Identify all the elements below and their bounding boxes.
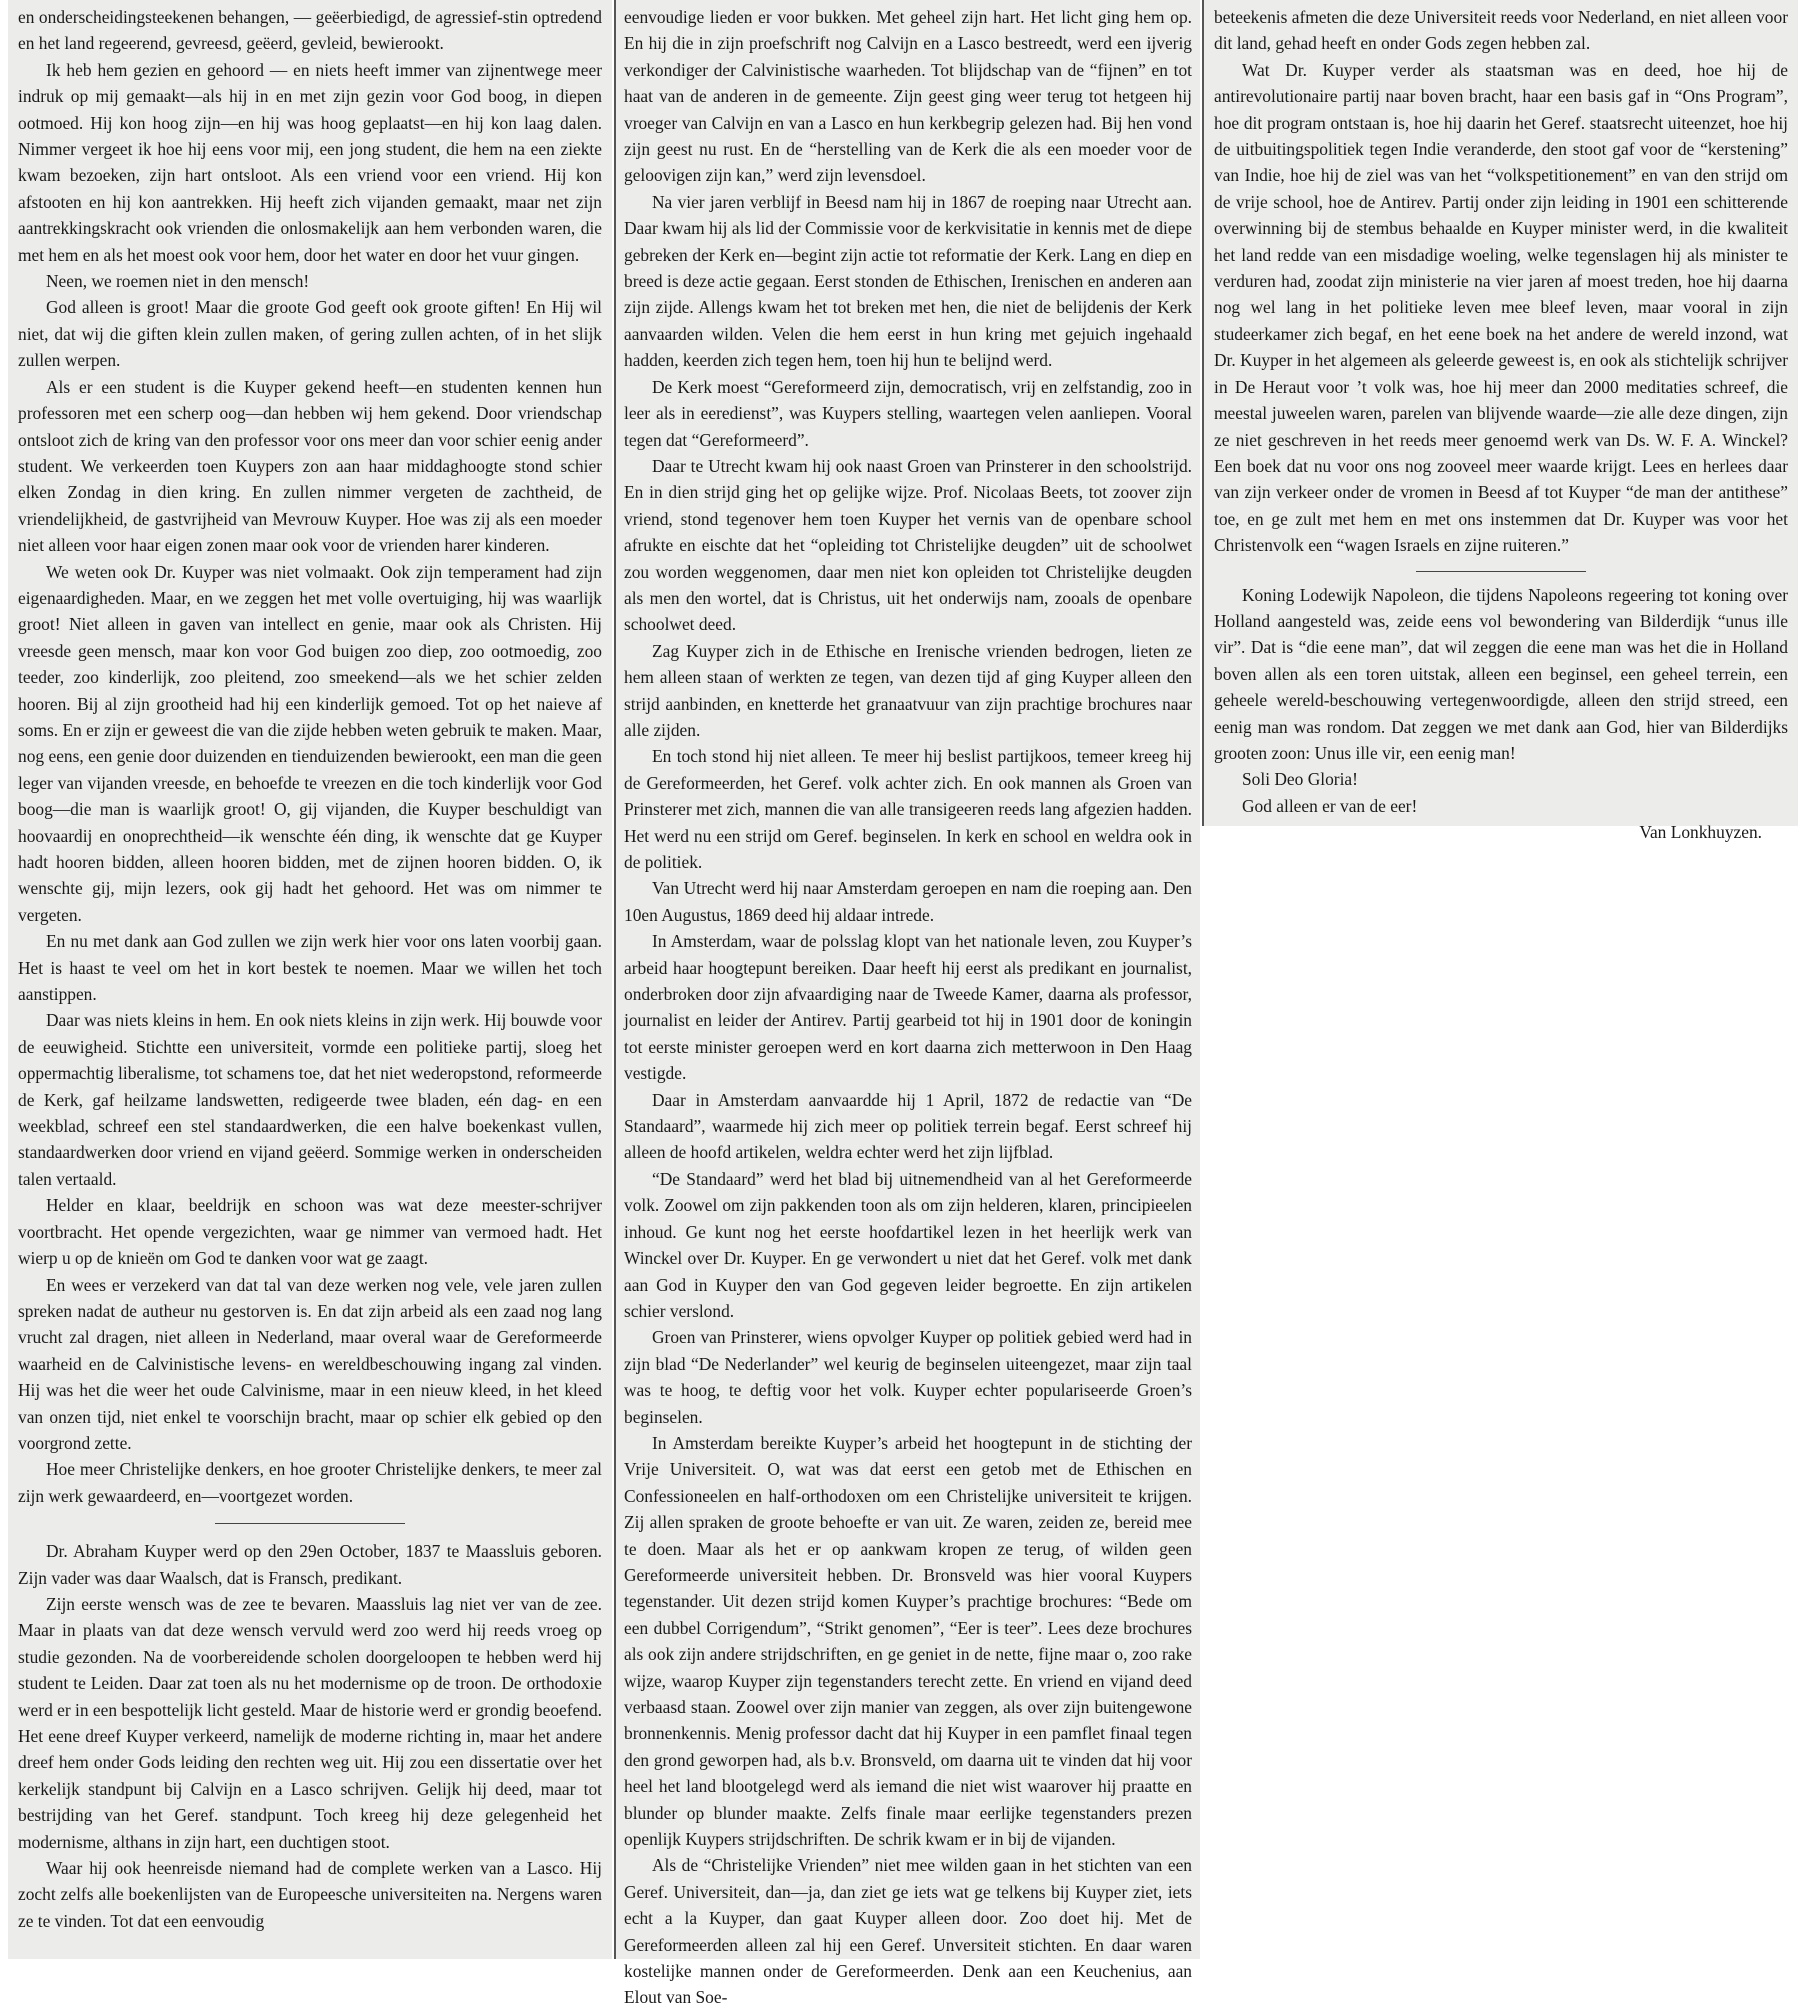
paragraph: Na vier jaren verblijf in Beesd nam hij in 1867 de roeping naar Utrecht aan. Daar kwam hij als lid der Commissie voor de kerkvisitatie in kennis met de diepe gebreken der Kerk en—begint zijn actie tot reformatie der Kerk. Lang en diep en breed is deze actie gegaan. Eerst stonden de Ethischen, Irenischen en anderen aan zijn zijde. Allengs kwam het tot breken met hen, die niet de belijdenis der Kerk aanvaarden wilden. Velen die hem eerst in hun kring met gejuich ingehaald hadden, keerden zich tegen hem, toen hij hun te belijnd werd. — [624, 191, 1192, 371]
column-3 — [1202, 0, 1798, 843]
paragraph: En wees er verzekerd van dat tal van deze werken nog vele, vele jaren zullen spreken nadat de autheur nu gestorven is. En dat zijn arbeid als een zaad nog lang vrucht zal dragen, niet alleen in Nederland, maar overal waar de Gereformeerde waarheid en de Calvinistische levens- en wereldbeschouwing ingang zal vinden. Hij was het die weer het oude Calvinisme, maar in een nieuw kleed, in het kleed van onzen tijd, niet enkel te voorschijn bracht, maar op schier elk gebied op den voorgrond zette. — [18, 1274, 602, 1453]
paragraph: En toch stond hij niet alleen. Te meer hij beslist partijkoos, temeer kreeg hij de Gereformeerden, het Geref. volk achter zich. En ook mannen als Groen van Prinsterer met zich, mannen die van alle transigeeren reeds lang afgezien hadden. Het werd nu een strijd om Geref. beginselen. In kerk en school en weldra ook in de politiek. — [624, 746, 1192, 872]
column-1 — [8, 0, 612, 1959]
closing-line: God alleen er van de eer! — [1242, 795, 1418, 816]
paragraph: en onderscheidingsteekenen behangen, — geëerbiedigd, de agressief-stin optredend en het land regeerend, gevreesd, geëerd, gevleid, bewierookt. — [18, 7, 602, 54]
section-divider — [1416, 571, 1586, 572]
paragraph: Als er een student is die Kuyper gekend heeft—en studenten kennen hun professoren met een scherp oog—dan hebben wij hem gekend. Door vriendschap ontsloot zich de kring van den professor voor ons meer dan voor schier eenig ander student. We verkeerden toen Kuypers zon aan haar middaghoogte stond schier elken Zondag in dien kring. En zullen nimmer vergeten de zachtheid, de vriendelijkheid, de gastvrijheid van Mevrouw Kuyper. Hoe was zij als een moeder niet alleen voor haar eigen zonen maar ook voor de vrienden harer kinderen. — [18, 376, 602, 556]
paragraph: Dr. Abraham Kuyper werd op den 29en October, 1837 te Maassluis geboren. Zijn vader was daar Waalsch, dat is Fransch, predikant. — [18, 1541, 602, 1588]
paragraph: Ik heb hem gezien en gehoord — en niets heeft immer van zijnentwege meer indruk op mij gemaakt—als hij in en met zijn gezin voor God boog, in diepen ootmoed. Hij kon hoog zijn—en hij was hoog geplaatst—en hij kon laag dalen. Nimmer vergeet ik hoe hij eens voor mij, een jong student, die hem na een ziekte kwam bezoeken, zijn hart ontsloot. Als een vriend voor een vriend. Hij kon afstooten en hij kon aantrekken. Hij heeft zich vijanden gemaakt, maar net zijn aantrekkingskracht ook vrienden die onlosmakelijk aan hem verbonden waren, die met hem en als het moest ook voor hem, door het water en door het vuur gingen. — [18, 59, 602, 265]
closing-line: Soli Deo Gloria! — [1242, 769, 1358, 790]
paragraph: Neen, we roemen niet in den mensch! — [46, 271, 310, 292]
paragraph: Daar was niets kleins in hem. En ook niets kleins in zijn werk. Hij bouwde voor de eeuwigheid. Stichtte een universiteit, vormde een politieke partij, sloeg het oppermachtig liberalisme, tot schamens toe, dat het niet wederopstond, reformeerde de Kerk, gaf heilzame landswetten, redigeerde twee bladen, eén dag- en een weekblad, schreef een stel standaardwerken, die een halve boekenkast vullen, standaardwerken door vriend en vijand geëerd. Sommige werken in onderscheiden talen vertaald. — [18, 1010, 602, 1189]
paragraph: Daar in Amsterdam aanvaardde hij 1 April, 1872 de redactie van “De Standaard”, waarmede hij zich meer op politiek terrein begaf. Eerst schreef hij alleen de hoofd artikelen, weldra echter werd het zijn lijfblad. — [624, 1089, 1192, 1163]
paragraph: En nu met dank aan God zullen we zijn werk hier voor ons laten voorbij gaan. Het is haast te veel om het in kort bestek te noemen. Maar we willen het toch aanstippen. — [18, 931, 602, 1005]
paragraph: De Kerk moest “Gereformeerd zijn, democratisch, vrij en zelfstandig, zoo in leer als in eeredienst”, was Kuypers stelling, waartegen velen aanliepen. Vooral tegen dat “Gereformeerd”. — [624, 376, 1192, 450]
paragraph: Hoe meer Christelijke denkers, en hoe grooter Christelijke denkers, te meer zal zijn werk gewaardeerd, en—voortgezet worden. — [18, 1459, 602, 1506]
paragraph: God alleen is groot! Maar die groote God geeft ook groote giften! En Hij wil niet, dat wij die giften klein zullen maken, of gering zullen achten, of in het slijk zullen werpen. — [18, 297, 602, 371]
paragraph: beteekenis afmeten die deze Universiteit reeds voor Nederland, en niet alleen voor dit land, gehad heeft en onder Gods zegen hebben zal. — [1214, 7, 1788, 54]
paragraph: Helder en klaar, beeldrijk en schoon was wat deze meester-schrijver voortbracht. Het opende vergezichten, waar ge nimmer van vermoed hadt. Het wierp u op de knieën om God te danken voor wat ge zaagt. — [18, 1195, 602, 1269]
paragraph: Als de “Christelijke Vrienden” niet mee wilden gaan in het stichten van een Geref. Universiteit, dan—ja, dan ziet ge iets wat ge telkens bij Kuyper ziet, iets echt a la Kuyper, dan gaat Kuyper alleen door. Zoo doet hij. Met de Gereformeerden alleen zal hij een Geref. Unversiteit stichten. En daar waren kostelijke mannen onder de Gereformeerden. Denk aan een Keuchenius, aan Elout van Soe- — [624, 1855, 1192, 2008]
paragraph: In Amsterdam bereikte Kuyper’s arbeid het hoogtepunt in de stichting der Vrije Universiteit. O, wat was dat eerst een getob met de Ethischen en Confessioneelen en half-orthodoxen om een Christelijke universiteit te krijgen. Zij allen spraken de groote behoefte er van uit. Ze waren, zeiden ze, bereid mee te doen. Maar als het er op aankwam kropen ze terug, of wilden geen Gereformeerde universiteit hebben. Dr. Bronsveld was hier vooral Kuypers tegenstander. Uit dezen strijd komen Kuyper’s prachtige brochures: “Bede om een dubbel Corrigendum”, “Strikt genomen”, “Eer is teer”. Lees deze brochures als ook zijn andere strijdschriften, en ge geniet in de nette, fijne maar o, zoo rake wijze, waarop Kuyper zijn tegenstanders terecht zette. En vriend en vijand deed verbaasd staan. Zoowel over zijn manier van zeggen, als over zijn buitengewone bronnenkennis. Menig professor dacht dat hij Kuyper in een pamflet finaal tegen den grond geworpen had, als b.v. Bronsveld, om daarna uit te vinden dat hij voor heel het land blootgelegd werd als iemand die niet wist waarover hij praatte en blunder op blunder maakte. Zelfs finale maar eerlijke tegenstanders prezen openlijk Kuypers strijdschriften. De schrik kwam er in bij de vijanden. — [624, 1432, 1192, 1850]
column-2 — [614, 0, 1200, 2008]
paragraph: In Amsterdam, waar de polsslag klopt van het nationale leven, zou Kuyper’s arbeid haar hoogtepunt bereiken. Daar heeft hij eerst als predikant en journalist, onderbroken door zijn afvaardiging naar de Tweede Kamer, daarna als professor, journalist en leider der Antirev. Partij gearbeid tot hij in 1901 door de koningin tot eerste minister geroepen werd en kort daarna zich metterwoon in Den Haag vestigde. — [624, 931, 1192, 1084]
author-signature: Van Lonkhuyzen. — [1639, 822, 1762, 843]
paragraph: “De Standaard” werd het blad bij uitnemendheid van al het Gereformeerde volk. Zoowel om zijn pakkenden toon als om zijn helderen, klaren, principieelen inhoud. Ge kunt nog het eerste hoofdartikel lezen in het heerlijk werk van Winckel over Dr. Kuyper. En ge verwondert u niet dat het Geref. volk met dank aan God in Kuyper den van God gegeven leider begroette. En zijn artikelen schier verslond. — [624, 1168, 1192, 1321]
paragraph: Van Utrecht werd hij naar Amsterdam geroepen en nam die roeping aan. Den 10en Augustus, 1869 deed hij aldaar intrede. — [624, 878, 1192, 925]
paragraph: eenvoudige lieden er voor bukken. Met geheel zijn hart. Het licht ging hem op. En hij die in zijn proefschrift nog Calvijn en a Lasco bestreedt, werd een ijverig verkondiger der Calvinistische waarheden. Tot blijdschap van de “fijnen” en tot haat van de anderen in de gemeente. Zijn geest ging weer terug tot hetgeen hij vroeger van Calvijn en van a Lasco en hun kerkbegrip gelezen had. Bij hen vond zijn geest nu rust. En de “herstelling van de Kerk die als een moeder voor de geloovigen zijn kan,” werd zijn levensdoel. — [624, 7, 1192, 186]
paragraph: Groen van Prinsterer, wiens opvolger Kuyper op politiek gebied werd had in zijn blad “De Nederlander” wel keurig de beginselen uiteengezet, maar zijn taal was te hoog, te deftig voor het volk. Kuyper echter populariseerde Groen’s beginselen. — [624, 1327, 1192, 1427]
paragraph: Wat Dr. Kuyper verder als staatsman was en deed, hoe hij de antirevolutionaire partij naar boven bracht, haar een basis gaf in “Ons Program”, hoe dit program ontstaan is, hoe hij daarin het Geref. staatsrecht uiteenzet, hoe hij de uitbuitingspolitiek tegen Indie veranderde, den stoot gaf voor de “kerstening” van Indie, hoe hij de ziel was van het “volkspetitionement” en van den strijd om de vrije school, hoe de Antirev. Partij onder zijn leiding in 1901 een schitterende overwinning bij de stembus behaalde en Kuyper minister werd, in die kwaliteit het land redde van een misdadige woeling, welke tegenslagen hij als minister te verduren had, zoodat zijn ministerie na vier jaren af moest treden, hoe hij daarna nog wel lang in het politieke leven mee bleef leven, maar vooral in zijn studeerkamer zich begaf, en het eene boek na het andere de wereld inzond, wat Dr. Kuyper in het algemeen als geleerde geweest is, en ook als stichtelijk schrijver in De Heraut voor ’t volk was, hoe hij meer dan 2000 meditaties schreef, die meestal juweelen waren, parelen van blijvende waarde—zie alle deze dingen, zijn ze niet geschreven in het reeds meer genoemd werk van Ds. W. F. A. Winckel? Een boek dat nu voor ons nog zooveel meer waarde krijgt. Lees en herlees daar van zijn verkeer onder de vromen in Beesd af tot Kuyper “de man der antithese” toe, en ge zult met hem en met ons instemmen dat Dr. Kuyper was voor het Christenvolk een “wagen Israels en zijne ruiteren.” — [1214, 59, 1788, 556]
paragraph: Zag Kuyper zich in de Ethische en Irenische vrienden bedrogen, lieten ze hem alleen staan of werkten ze tegen, van dezen tijd af ging Kuyper alleen den strijd aanbinden, en knetterde het granaatvuur van zijn prachtige brochures naar alle zijden. — [624, 640, 1192, 740]
paragraph: Waar hij ook heenreisde niemand had de complete werken van a Lasco. Hij zocht zelfs alle boekenlijsten van de Europeesche universiteiten na. Nergens waren ze te vinden. Tot dat een eenvoudig — [18, 1858, 602, 1931]
paragraph: Zijn eerste wensch was de zee te bevaren. Maassluis lag niet ver van de zee. Maar in plaats van dat deze wensch vervuld werd zoo werd hij reeds vroeg op studie gezonden. Na de voorbereidende scholen doorgeloopen te hebben werd hij student te Leiden. Daar zat toen als nu het modernisme op de troon. De orthodoxie werd er in een bespottelijk licht gesteld. Maar de historie werd er grondig beoefend. Het eene dreef Kuyper verkeerd, namelijk de moderne richting in, maar het andere dreef hem onder Gods leiding den rechten weg uit. Hij zou een dissertatie over het kerkelijk standpunt bij Calvijn en a Lasco schrijven. Gelijk hij deed, maar tot bestrijding van het Geref. standpunt. Toch kreeg hij deze gelegenheid het modernisme, althans in zijn hart, een duchtigen stoot. — [18, 1593, 602, 1852]
paragraph: We weten ook Dr. Kuyper was niet volmaakt. Ook zijn temperament had zijn eigenaardigheden. Maar, en we zeggen het met volle overtuiging, hij was waarlijk groot! Niet alleen in gaven van intellect en genie, maar ook als Christen. Hij vreesde geen mensch, maar kon voor God buigen zoo diep, zoo ootmoedig, zoo teeder, zoo kinderlijk, zoo pleitend, zoo smeekend—als we het schier zelden hooren. Bij al zijn grootheid had hij een kinderlijk gemoed. Tot op het naieve af soms. En er zijn er geweest die van die zijde hebben weten gebruik te maken. Maar, nog eens, een genie door duizenden en tienduizenden bewierookt, een man die geen leger van vijanden vreesde, en behoefde te vreezen en die toch kinderlijk voor God boog—die man is waarlijk groot! O, gij vijanden, die Kuyper beschuldigt van hoovaardij en onoprechtheid—ik wenschte één ding, ik wenschte dat ge Kuyper hadt hooren bidden, alleen hooren bidden, met de zijnen hooren bidden. O, ik wenschte gij, mijn lezers, ook gij hadt het gehoord. Het was om nimmer te vergeten. — [18, 561, 602, 925]
section-divider — [215, 1523, 405, 1524]
paragraph: Daar te Utrecht kwam hij ook naast Groen van Prinsterer in den schoolstrijd. En in dien strijd ging het op gelijke wijze. Prof. Nicolaas Beets, tot zoover zijn vriend, stond tegenover hem toen Kuyper het vernis van de openbare school afrukte en eischte dat het “opleiding tot Christelijke deugden” uit de schoolwet zou worden weggenomen, daar men niet kon opleiden tot Christelijke deugden als men den wortel, dat is Christus, uit het onderwijs nam, zooals de openbare schoolwet deed. — [624, 455, 1192, 635]
paragraph: Koning Lodewijk Napoleon, die tijdens Napoleons regeering tot koning over Holland aangesteld was, zeide eens vol bewondering van Bilderdijk “unus ille vir”. Dat is “die eene man”, dat wil zeggen die eene man was het die in Holland boven allen als een toren uitstak, alleen een beginsel, een geheel terrein, een geheele wereld-beschouwing vertegenwoordigde, alleen den strijd streed, een eenig man was rondom. Dat zeggen we met dank aan God, hier van Bilderdijks grooten zoon: Unus ille vir, een eenig man! — [1214, 584, 1788, 763]
